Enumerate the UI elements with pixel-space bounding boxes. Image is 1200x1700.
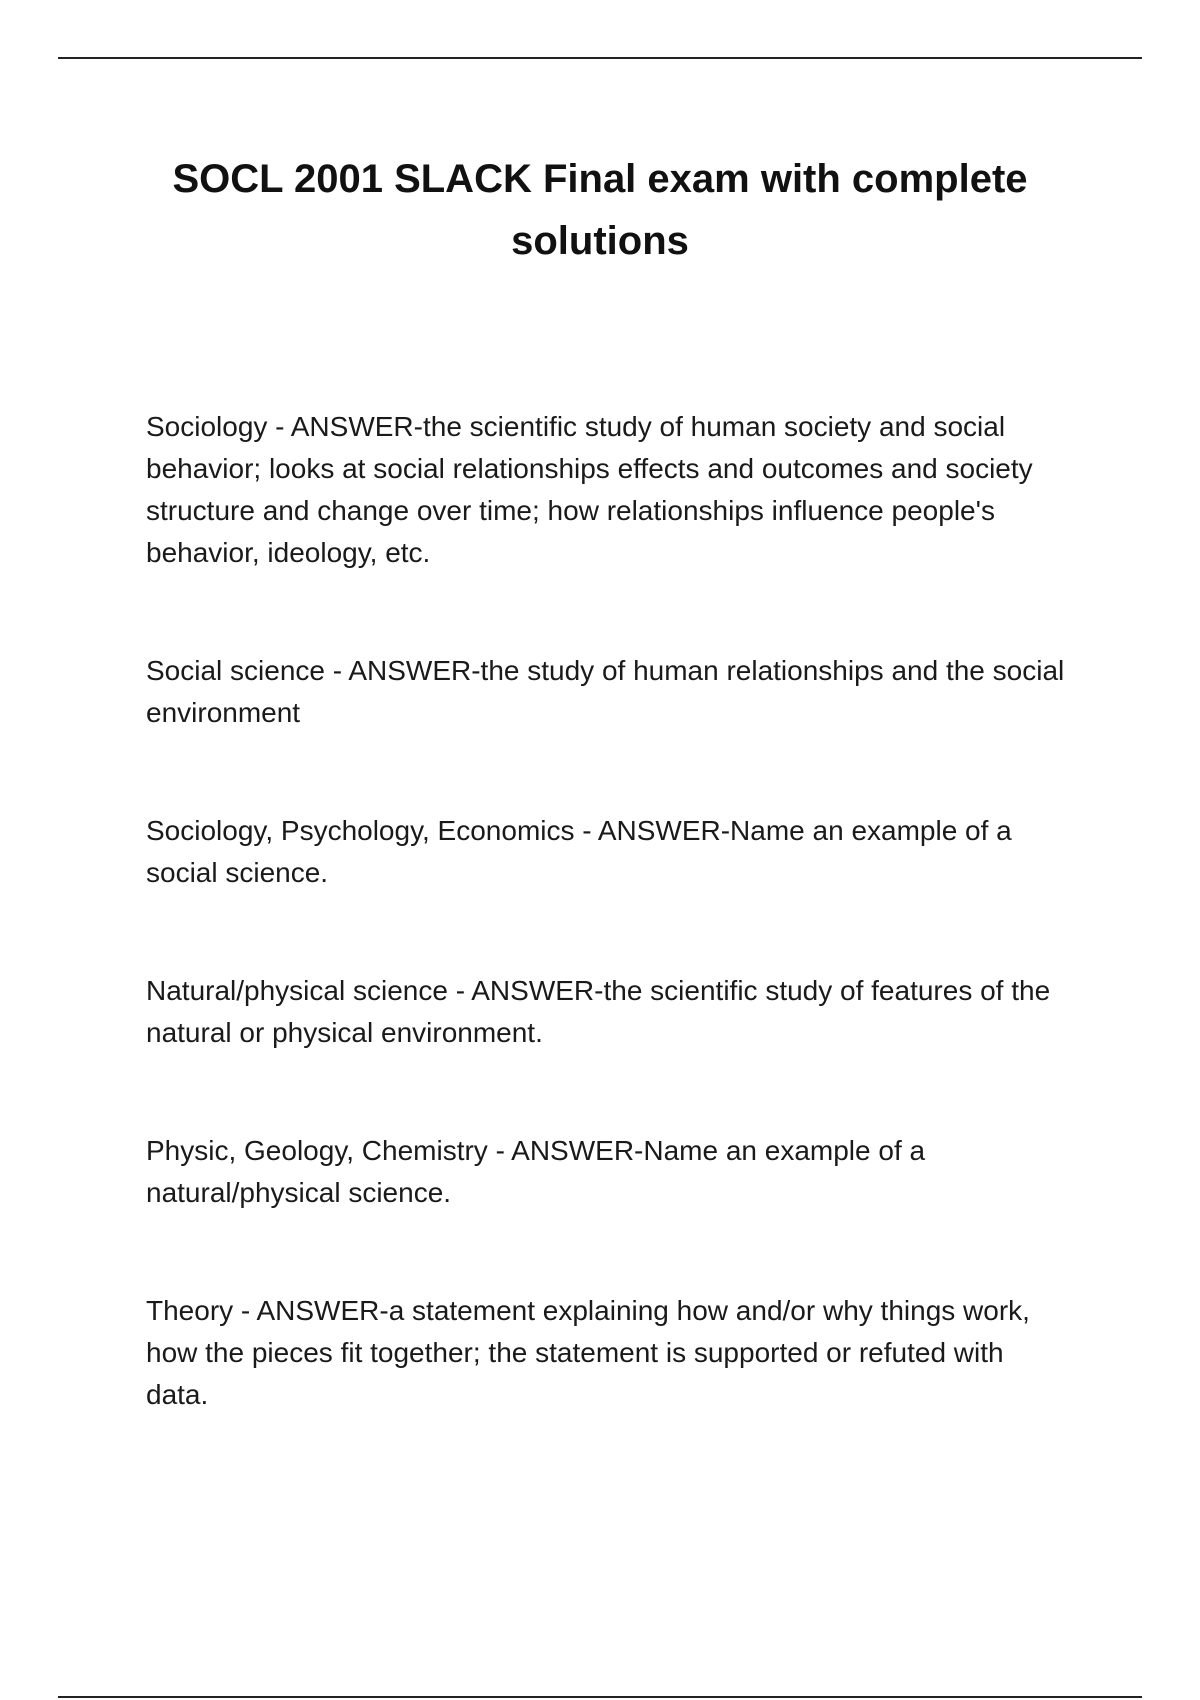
flashcard-entry: Social science - ANSWER-the study of human relationships and the social environment xyxy=(146,655,1065,728)
top-divider xyxy=(58,57,1142,59)
flashcard-entry: Sociology - ANSWER-the scientific study of human society and social behavior; looks at social relationships effects and outcomes and society structure and change over time; how relationships influence people's behavior, ideology, etc. xyxy=(146,411,1033,568)
flashcard-entry: Sociology, Psychology, Economics - ANSWER-Name an example of a social science. xyxy=(146,815,1012,888)
document-title: SOCL 2001 SLACK Final exam with complete solutions xyxy=(172,157,1028,263)
bottom-divider xyxy=(58,1696,1142,1698)
flashcard-list xyxy=(146,406,1066,1492)
flashcard-entry: Natural/physical science - ANSWER-the scientific study of features of the natural or physical environment. xyxy=(146,975,1051,1048)
flashcard-entry: Physic, Geology, Chemistry - ANSWER-Name an example of a natural/physical science. xyxy=(146,1135,926,1208)
flashcard-entry: Theory - ANSWER-a statement explaining how and/or why things work, how the pieces fit together; the statement is supported or refuted with data. xyxy=(146,1295,1030,1410)
